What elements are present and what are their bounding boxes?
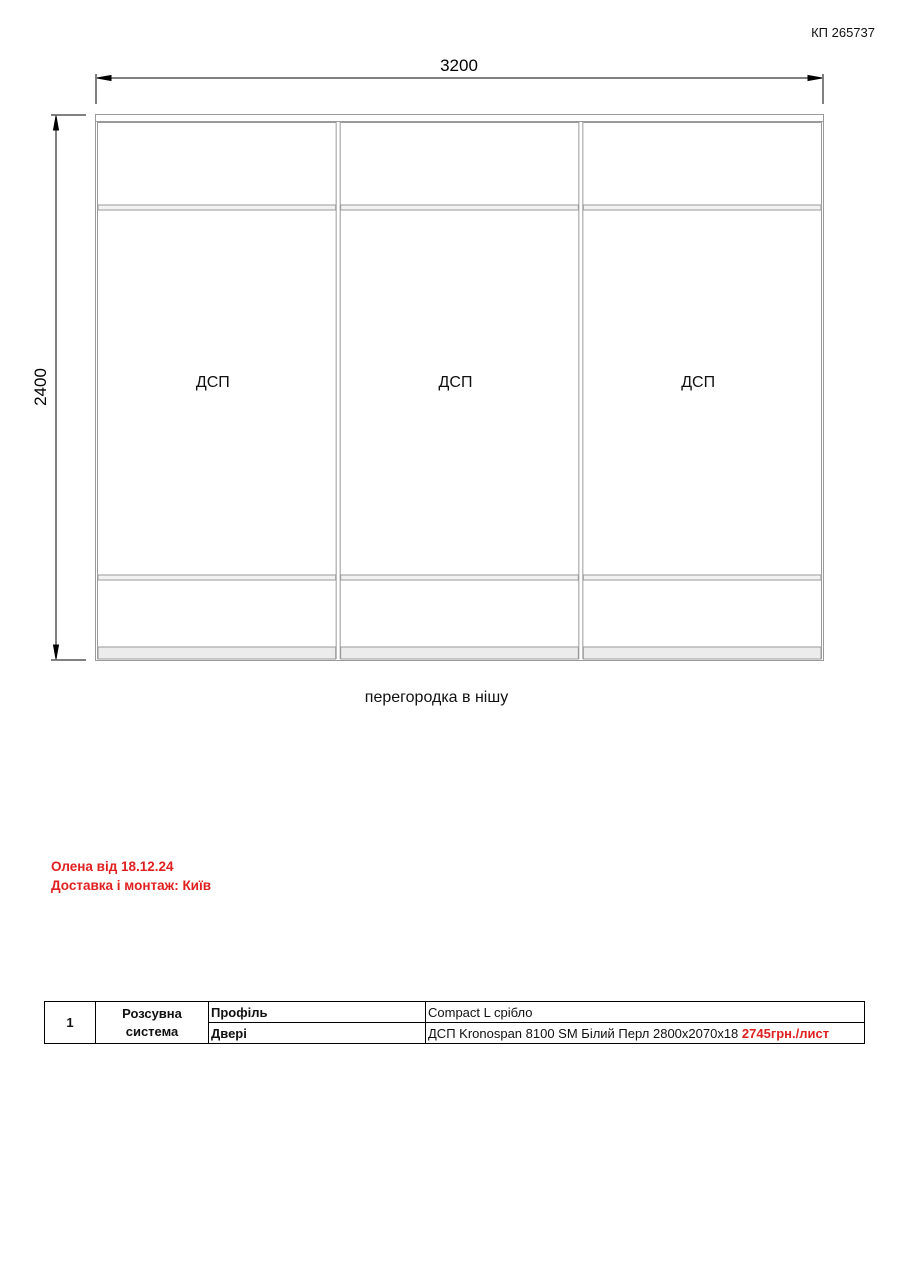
panel-label: ДСП — [681, 374, 716, 391]
width-dimension — [96, 74, 823, 104]
door-panel — [98, 123, 337, 660]
spec-value-text: Compact L срібло — [428, 1004, 533, 1020]
width-label: 3200 — [440, 56, 478, 75]
door-panels — [98, 123, 822, 660]
bottom-rail — [583, 575, 821, 580]
panel-label: ДСП — [195, 374, 230, 391]
top-rail — [341, 205, 579, 210]
delivery-line: Доставка і монтаж: Київ — [51, 878, 212, 893]
system-line-1: Розсувна — [122, 1005, 182, 1021]
row-number: 1 — [45, 1002, 96, 1044]
height-dimension — [51, 115, 86, 660]
bottom-rail — [98, 575, 336, 580]
client-line: Олена від 18.12.24 — [51, 859, 174, 874]
top-rail — [583, 205, 821, 210]
table-row — [45, 1002, 865, 1023]
bottom-profile — [98, 647, 336, 659]
system-name — [96, 1002, 209, 1044]
height-label: 2400 — [31, 368, 50, 406]
bottom-rail — [341, 575, 579, 580]
spec-price: 2745грн./лист — [741, 1025, 830, 1041]
panel-label: ДСП — [438, 374, 473, 391]
document-number: КП 265737 — [811, 25, 875, 40]
spec-key-profile: Профіль — [209, 1002, 426, 1023]
spec-value-text: ДСП Kronospan 8100 SM Білий Перл 2800х2070х18 — [428, 1025, 742, 1041]
top-rail — [98, 205, 336, 210]
system-line-2: система — [125, 1023, 179, 1039]
spec-table — [44, 1001, 865, 1044]
door-panel — [583, 123, 822, 660]
spec-key-doors: Двері — [209, 1023, 426, 1044]
spec-value-doors — [426, 1023, 865, 1044]
bottom-profile — [583, 647, 821, 659]
spec-value-profile — [426, 1002, 865, 1023]
order-note — [51, 857, 211, 895]
bottom-profile — [341, 647, 579, 659]
door-panel — [340, 123, 579, 660]
drawing-caption: перегородка в нішу — [364, 689, 509, 706]
